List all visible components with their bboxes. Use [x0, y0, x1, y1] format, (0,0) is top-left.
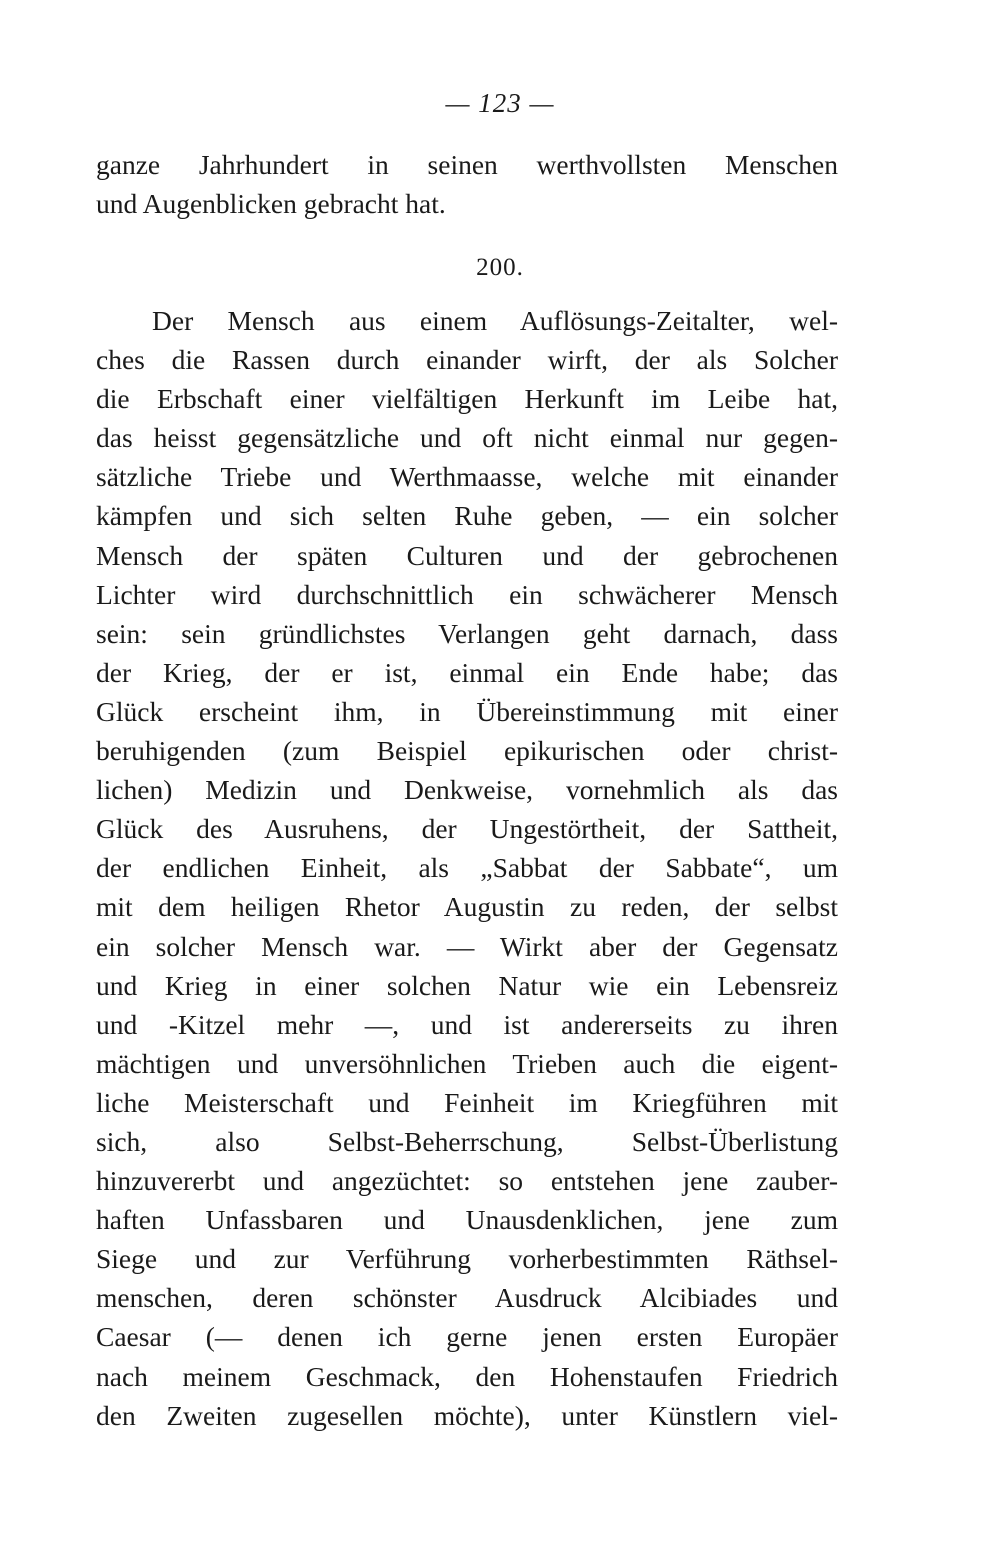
text-line: hinzuvererbt und angezüchtet: so entstehen jene zauber- [96, 1165, 838, 1197]
text-line: sich, also Selbst-Beherrschung, Selbst-Überlistung [96, 1125, 838, 1157]
text-line: der endlichen Einheit, als „Sabbat der Sabbate“, um [96, 852, 838, 884]
section-number: 200. [476, 254, 524, 281]
text-line: und Augenblicken gebracht hat. [96, 188, 446, 220]
text-line: Der Mensch aus einem Auflösungs-Zeitalter, wel- [152, 305, 838, 336]
text-line: und Krieg in einer solchen Natur wie ein Lebensreiz [96, 969, 838, 1001]
text-line: kämpfen und sich selten Ruhe geben, — ein solcher [96, 500, 838, 532]
text-line: sätzliche Triebe und Werthmaasse, welche mit einander [96, 461, 838, 493]
page-number: — 123 — [445, 88, 555, 118]
text-line: Glück des Ausruhens, der Ungestörtheit, der Sattheit, [96, 813, 838, 845]
text-line: lichen) Medizin und Denkweise, vornehmlich als das [96, 774, 838, 806]
text-line: die Erbschaft einer vielfältigen Herkunft im Leibe hat, [96, 383, 838, 415]
text-line: und -Kitzel mehr —, und ist andererseits zu ihren [96, 1008, 838, 1040]
text-line: mit dem heiligen Rhetor Augustin zu reden, der selbst [96, 891, 838, 923]
text-line: sein: sein gründlichstes Verlangen geht darnach, dass [96, 617, 838, 649]
aphorism-paragraph [96, 301, 838, 1435]
text-line: der Krieg, der er ist, einmal ein Ende habe; das [96, 656, 838, 688]
text-line: ganze Jahrhundert in seinen werthvollsten Menschen [96, 149, 838, 180]
text-line: Glück erscheint ihm, in Übereinstimmung mit einer [96, 695, 838, 727]
text-line: ches die Rassen durch einander wirft, der als Solcher [96, 344, 838, 376]
text-line: liche Meisterschaft und Feinheit im Kriegführen mit [96, 1086, 838, 1118]
text-line: Caesar (— denen ich gerne jenen ersten Europäer [96, 1321, 838, 1353]
text-line: Siege und zur Verführung vorherbestimmten Räthsel- [96, 1243, 838, 1275]
text-line: menschen, deren schönster Ausdruck Alcibiades und [96, 1282, 838, 1314]
text-line: Mensch der späten Culturen und der gebrochenen [96, 539, 838, 571]
text-line: Lichter wird durchschnittlich ein schwächerer Mensch [96, 578, 838, 610]
continuation-text [96, 145, 838, 223]
text-line: den Zweiten zugesellen möchte), unter Künstlern viel- [96, 1399, 838, 1431]
text-line: mächtigen und unversöhnlichen Trieben auch die eigent- [96, 1047, 838, 1079]
text-line: beruhigenden (zum Beispiel epikurischen oder christ- [96, 735, 838, 767]
text-line: das heisst gegensätzliche und oft nicht einmal nur gegen- [96, 422, 838, 454]
text-line: haften Unfassbaren und Unausdenklichen, jene zum [96, 1204, 838, 1236]
text-line: ein solcher Mensch war. — Wirkt aber der Gegensatz [96, 930, 838, 962]
text-line: nach meinem Geschmack, den Hohenstaufen Friedrich [96, 1360, 838, 1392]
